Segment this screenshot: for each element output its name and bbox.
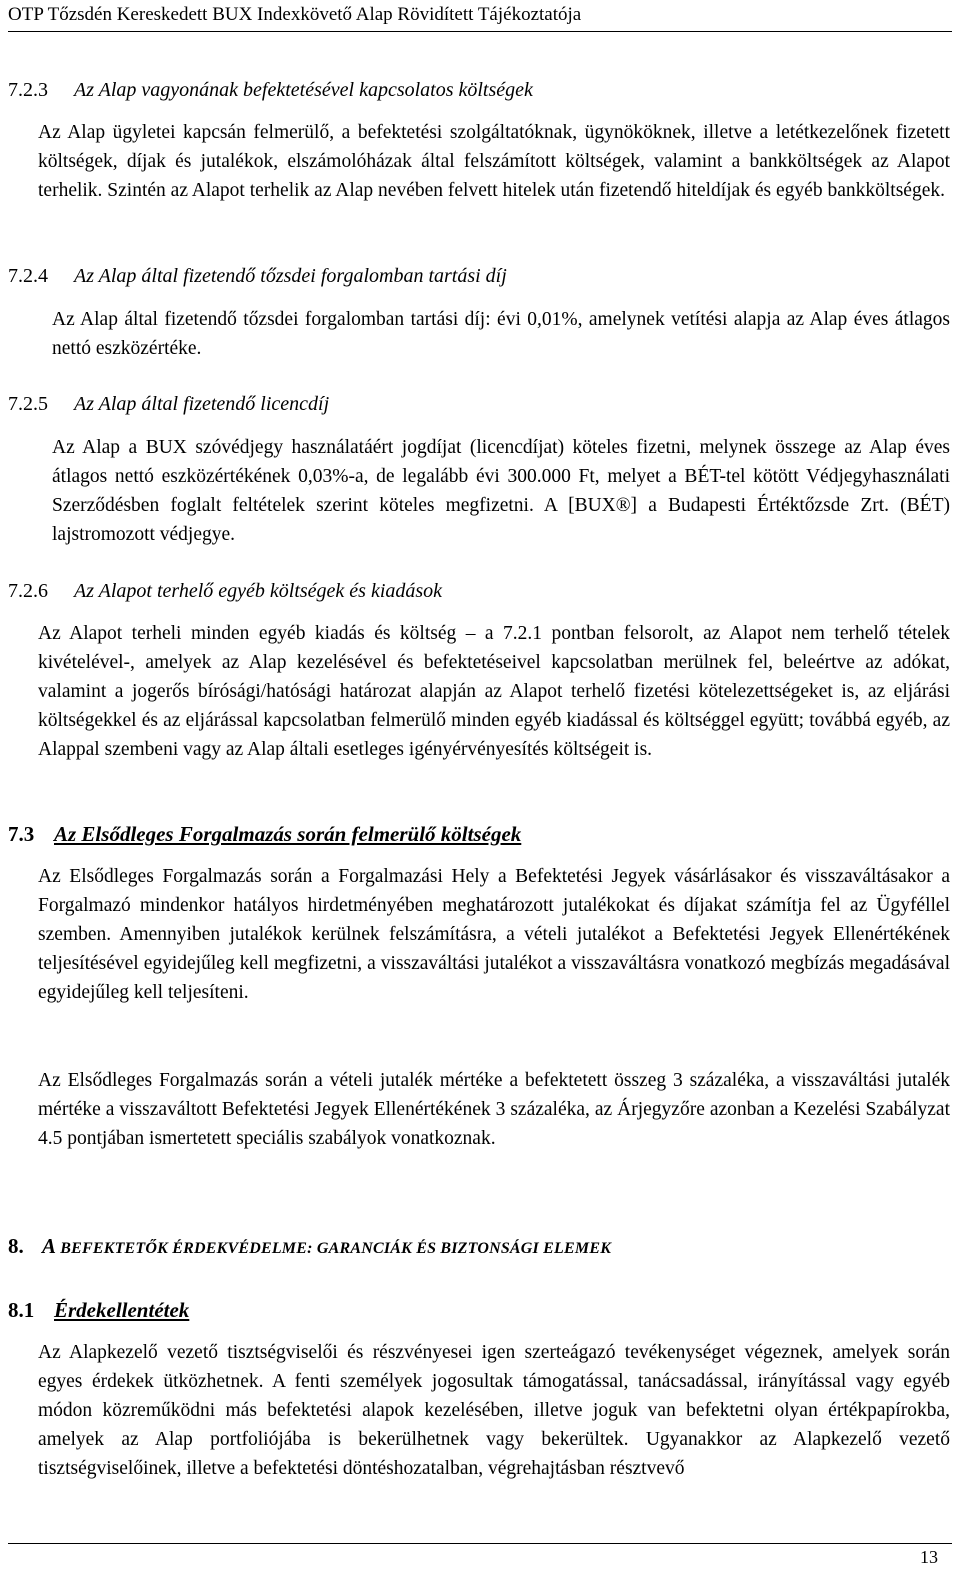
section-number: 7.3 — [8, 822, 35, 846]
paragraph-7-2-5: Az Alap a BUX szóvédjegy használatáért jogdíjat (licencdíjat) köteles fizetni, melynek összege az Alap éves átlagos nettó eszközértékének 0,03%-a, de legalább évi 300.000 Ft, melyet a BÉT-tel kötött Védjegyhasználati Szerződésben foglalt feltételek szerint köteles megfizetni. A [BUX®] a Budapesti Értéktőzsde Zrt. (BÉT) lajstromozott védjegye. — [52, 437, 950, 545]
document-title: OTP Tőzsdén Kereskedett BUX Indexkövető Alap Rövidített Tájékoztatója — [8, 4, 582, 25]
paragraph-7-2-3: Az Alap ügyletei kapcsán felmerülő, a befektetési szolgáltatóknak, ügynököknek, illetve a letétkezelőnek fizetett költségek, díjak és jutalékok, elszámolóházak által felszámított költségek, valamint a bankköltségek az Alapot terhelik. Szintén az Alapot terhelik az Alap nevében felvett hitelek után fizetendő hiteldíjak és egyéb bankköltségek. — [38, 122, 950, 201]
footer-divider — [8, 1543, 952, 1544]
section-number: 7.2.4 — [8, 265, 48, 287]
heading-7-2-6 — [8, 578, 442, 604]
paragraph-7-2-6: Az Alapot terheli minden egyéb kiadás és költség – a 7.2.1 pontban felsorolt, az Alapot nem terhelő tételek kivételével-, amelyek az Alap kezelésével és befektetéseivel kapcsolatban merülnek fel, beleértve az adókat, valamint a jogerős bírósági/hatósági határozat alapján az Alapot terhelő fizetési kötelezettségeket is, az eljárási költségekkel és az eljárással kapcsolatban felmerülő minden egyéb kiadással és költséggel együtt; továbbá egyéb, az Alappal szembeni vagy az Alap általi esetleges igényérvényesítés költségeit is. — [38, 623, 950, 760]
section-title: Az Alap vagyonának befektetésével kapcsolatos költségek — [74, 79, 533, 101]
heading-8 — [8, 1232, 611, 1263]
section-number: 7.2.5 — [8, 393, 48, 415]
heading-7-2-3 — [8, 77, 533, 103]
section-title: Az Alap által fizetendő licencdíj — [74, 393, 330, 415]
section-title: Érdekellentétek — [54, 1298, 190, 1322]
heading-8-1 — [8, 1296, 189, 1324]
section-title-rest: BEFEKTETŐK ÉRDEKVÉDELME: GARANCIÁK ÉS BIZTONSÁGI ELEMEK — [56, 1240, 612, 1257]
paragraph-7-2-4: Az Alap által fizetendő tőzsdei forgalomban tartási díj: évi 0,01%, amelynek vetítési alapja az Alap éves átlagos nettó eszközértéke. — [52, 309, 950, 359]
section-title-initial: A — [42, 1234, 57, 1258]
paragraph-7-3-second: Az Elsődleges Forgalmazás során a vételi jutalék mértéke a befektetett összeg 3 százaléka, a visszaváltási jutalék mértéke a visszaváltott Befektetési Jegyek Ellenértékének 3 százaléka, az Árjegyzőre azonban a Kezelési Szabályzat 4.5 pontjában ismertetett speciális szabályok vonatkoznak. — [38, 1070, 950, 1149]
heading-7-3 — [8, 820, 521, 848]
section-title: Az Alap által fizetendő tőzsdei forgalomban tartási díj — [74, 265, 507, 287]
section-number: 8. — [8, 1234, 24, 1258]
section-number: 7.2.3 — [8, 79, 48, 101]
document-header — [8, 2, 952, 32]
heading-7-2-5 — [8, 391, 329, 417]
section-number: 7.2.6 — [8, 580, 48, 602]
paragraph-7-3-first: Az Elsődleges Forgalmazás során a Forgalmazási Hely a Befektetési Jegyek vásárlásakor és visszaváltásakor a Forgalmazó mindenkor hatályos hirdetményében meghatározott jutalékokat és díjakat számítja fel az Ügyféllel szemben. Amennyiben jutalékok kerülnek felszámításra, a vételi jutalékot a Befektetési Jegyek Ellenértékének teljesítésével egyidejűleg kell megfizetni, a visszaváltási jutalékot a visszaváltásra vonatkozó megbízás megadásával egyidejűleg kell teljesíteni. — [38, 866, 950, 1003]
section-number: 8.1 — [8, 1298, 35, 1322]
section-title: Az Elsődleges Forgalmazás során felmerülő költségek — [54, 822, 522, 846]
heading-7-2-4 — [8, 263, 507, 289]
paragraph-8-1: Az Alapkezelő vezető tisztségviselői és részvényesei igen szerteágazó tevékenységet végeznek, amelyek során egyes érdekek ütközhetnek. A fenti személyek jogosultak támogatással, tanácsadással, irányítással vagy egyéb módon közreműködni más befektetési alapok kezelésében, illetve joguk van befektetni olyan értékpapírokba, amelyek az Alap portfoliójába is bekerülhetnek vagy bekerültek. Ugyanakkor az Alapkezelő vezető tisztségviselőinek, illetve a befektetési döntéshozatalban, végrehajtásban résztvevő — [38, 1342, 950, 1479]
page-number: 13 — [920, 1547, 938, 1567]
section-title: Az Alapot terhelő egyéb költségek és kiadások — [74, 580, 443, 602]
